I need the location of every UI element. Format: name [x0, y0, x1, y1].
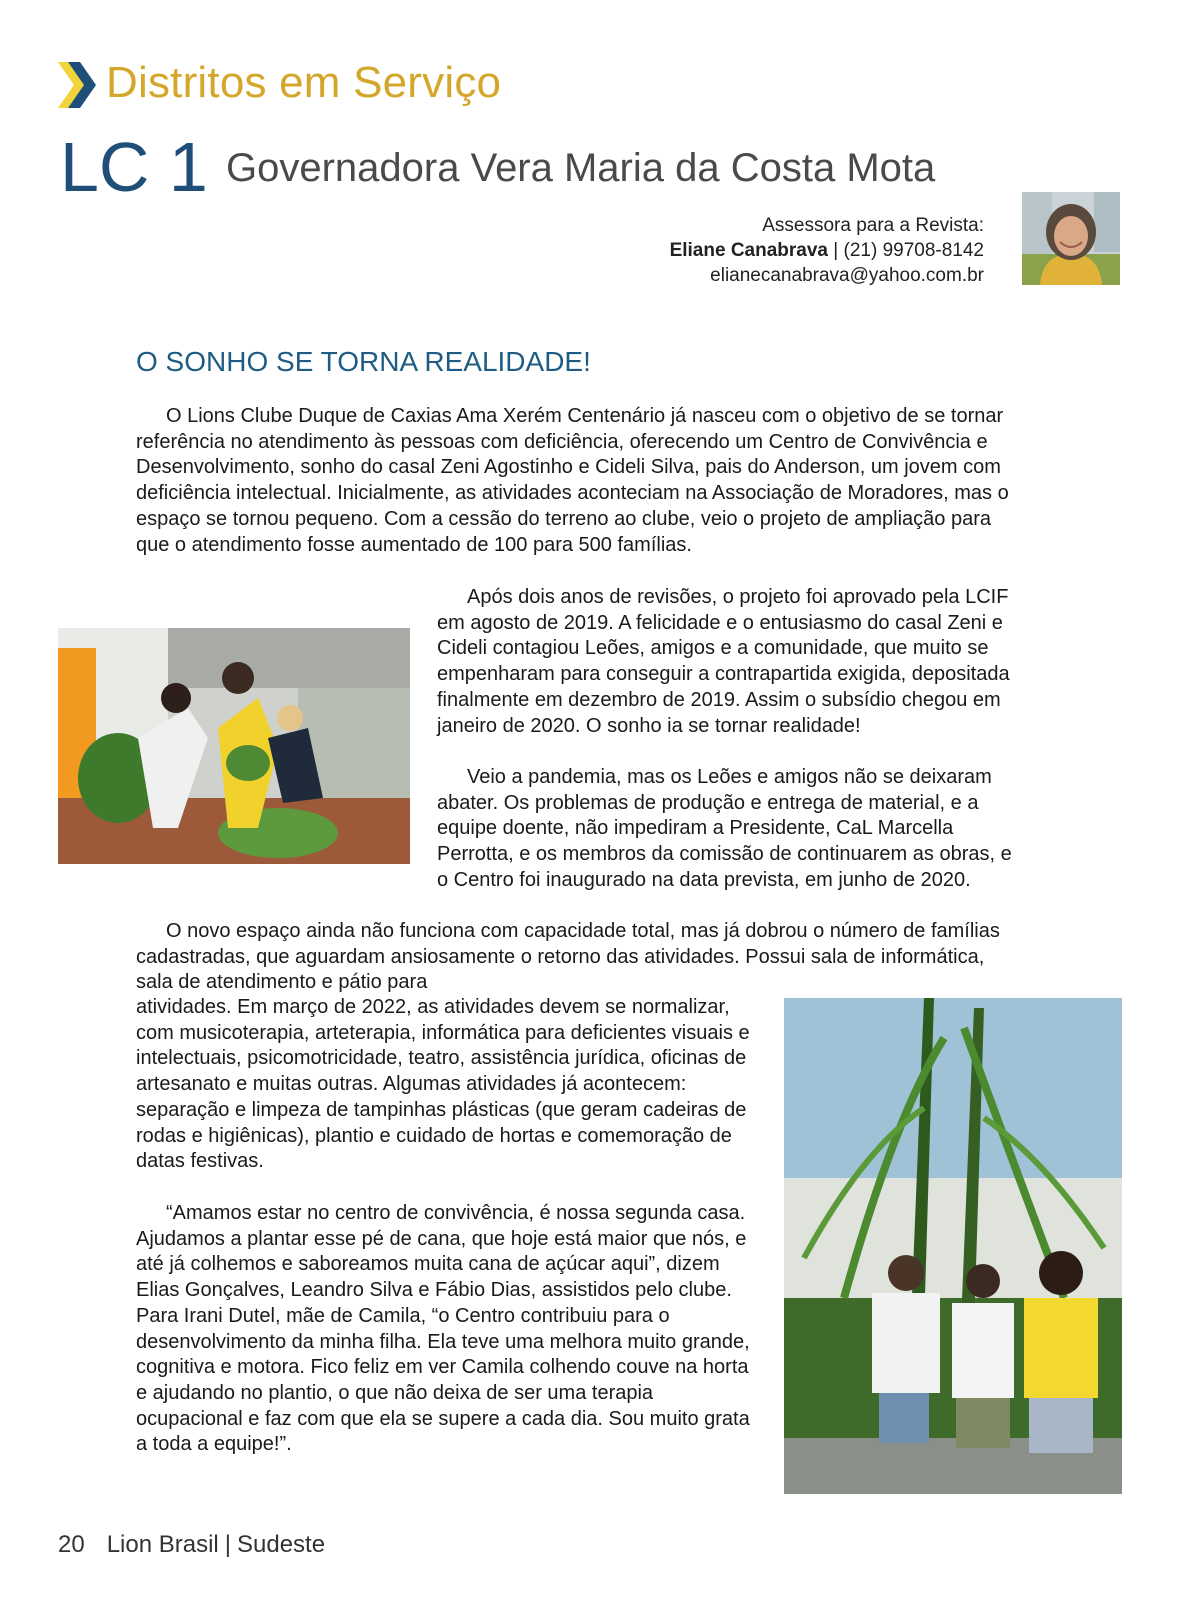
contact-email: elianecanabrava@yahoo.com.br	[710, 265, 984, 286]
page-number: 20	[58, 1531, 85, 1558]
contact-role: Assessora para a Revista:	[762, 215, 984, 236]
article-title: O SONHO SE TORNA REALIDADE!	[136, 346, 591, 377]
magazine-name: Lion Brasil	[106, 1531, 219, 1558]
garden-photo	[58, 628, 410, 864]
article-paragraph: “Amamos estar no centro de convivência, é nossa segunda casa. Ajudamos a plantar esse pé de cana, que hoje está maior que nós, e até já colhemos e saboreamos muita cana de açúcar aqui”, dizem Elias Gonçalves, Leandro Silva e Fábio Dias, assistidos pelo clube. Para Irani Dutel, mãe de Camila, “o Centro contribuiu para o desenvolvimento da minha filha. Ela teve uma melhora muito grande, cognitiva e motora. Fico feliz em ver Camila colhendo couve na horta e ajudando no plantio, o que não deixa de ser uma terapia ocupacional e faz com que ela se supere a cada dia. Sou muito grata a toda a equipe!”.	[136, 1202, 750, 1456]
page-footer	[58, 1531, 325, 1559]
sugarcane-photo	[784, 998, 1122, 1494]
contact-name: Eliane Canabrava	[669, 240, 828, 261]
assessora-photo	[1022, 192, 1120, 285]
contact-block	[670, 213, 984, 288]
contact-separator: |	[828, 240, 844, 261]
contact-line	[670, 238, 984, 263]
governor-name: Governadora Vera Maria da Costa Mota	[226, 146, 936, 190]
article-paragraph: Após dois anos de revisões, o projeto foi aprovado pela LCIF em agosto de 2019. A felicidade e o entusiasmo do casal Zeni e Cideli contagiou Leões, amigos e a comunidade, que muito se empenharam para conseguir a contrapartida exigida, depositada finalmente em dezembro de 2019. Assim o subsídio chegou em janeiro de 2020. O sonho ia se tornar realidade!	[437, 586, 1010, 737]
section-title: Distritos em Serviço	[106, 58, 502, 107]
district-code: LC 1	[60, 128, 208, 206]
footer-separator: |	[224, 1531, 231, 1558]
contact-phone: (21) 99708-8142	[843, 240, 984, 261]
article-paragraph-continued: atividades. Em março de 2022, as atividades devem se normalizar, com musicoterapia, arteterapia, informática para deficientes visuais e intelectuais, psicomotricidade, teatro, assistência jurídica, oficinas de artesanato e muitas outras. Algumas atividades já acontecem: separação e limpeza de tampinhas plásticas (que geram cadeiras de rodas e higiênicas), plantio e cuidado de hortas e comemoração de datas festivas.	[136, 996, 750, 1173]
magazine-region: Sudeste	[237, 1531, 326, 1558]
article-paragraph: Veio a pandemia, mas os Leões e amigos não se deixaram abater. Os problemas de produção e entrega de material, e a equipe doente, não impediram a Presidente, CaL Marcella Perrotta, e os membros da comissão de continuarem as obras, e o Centro foi inaugurado na data prevista, em junho de 2020.	[437, 766, 1012, 891]
chevron-right-icon	[58, 62, 98, 108]
article-paragraph: O novo espaço ainda não funciona com capacidade total, mas já dobrou o número de famílias cadastradas, que aguardam ansiosamente o retorno das atividades. Possui sala de informática, sala de atendimento e pátio para	[136, 920, 1000, 994]
article-paragraph: O Lions Clube Duque de Caxias Ama Xerém Centenário já nasceu com o objetivo de se tornar referência no atendimento às pessoas com deficiência, oferecendo um Centro de Convivência e Desenvolvimento, sonho do casal Zeni Agostinho e Cideli Silva, pais do Anderson, um jovem com deficiência intelectual. Inicialmente, as atividades aconteciam na Associação de Moradores, mas o espaço se tornou pequeno. Com a cessão do terreno ao clube, veio o projeto de ampliação para que o atendimento fosse aumentado de 100 para 500 famílias.	[136, 405, 1009, 556]
